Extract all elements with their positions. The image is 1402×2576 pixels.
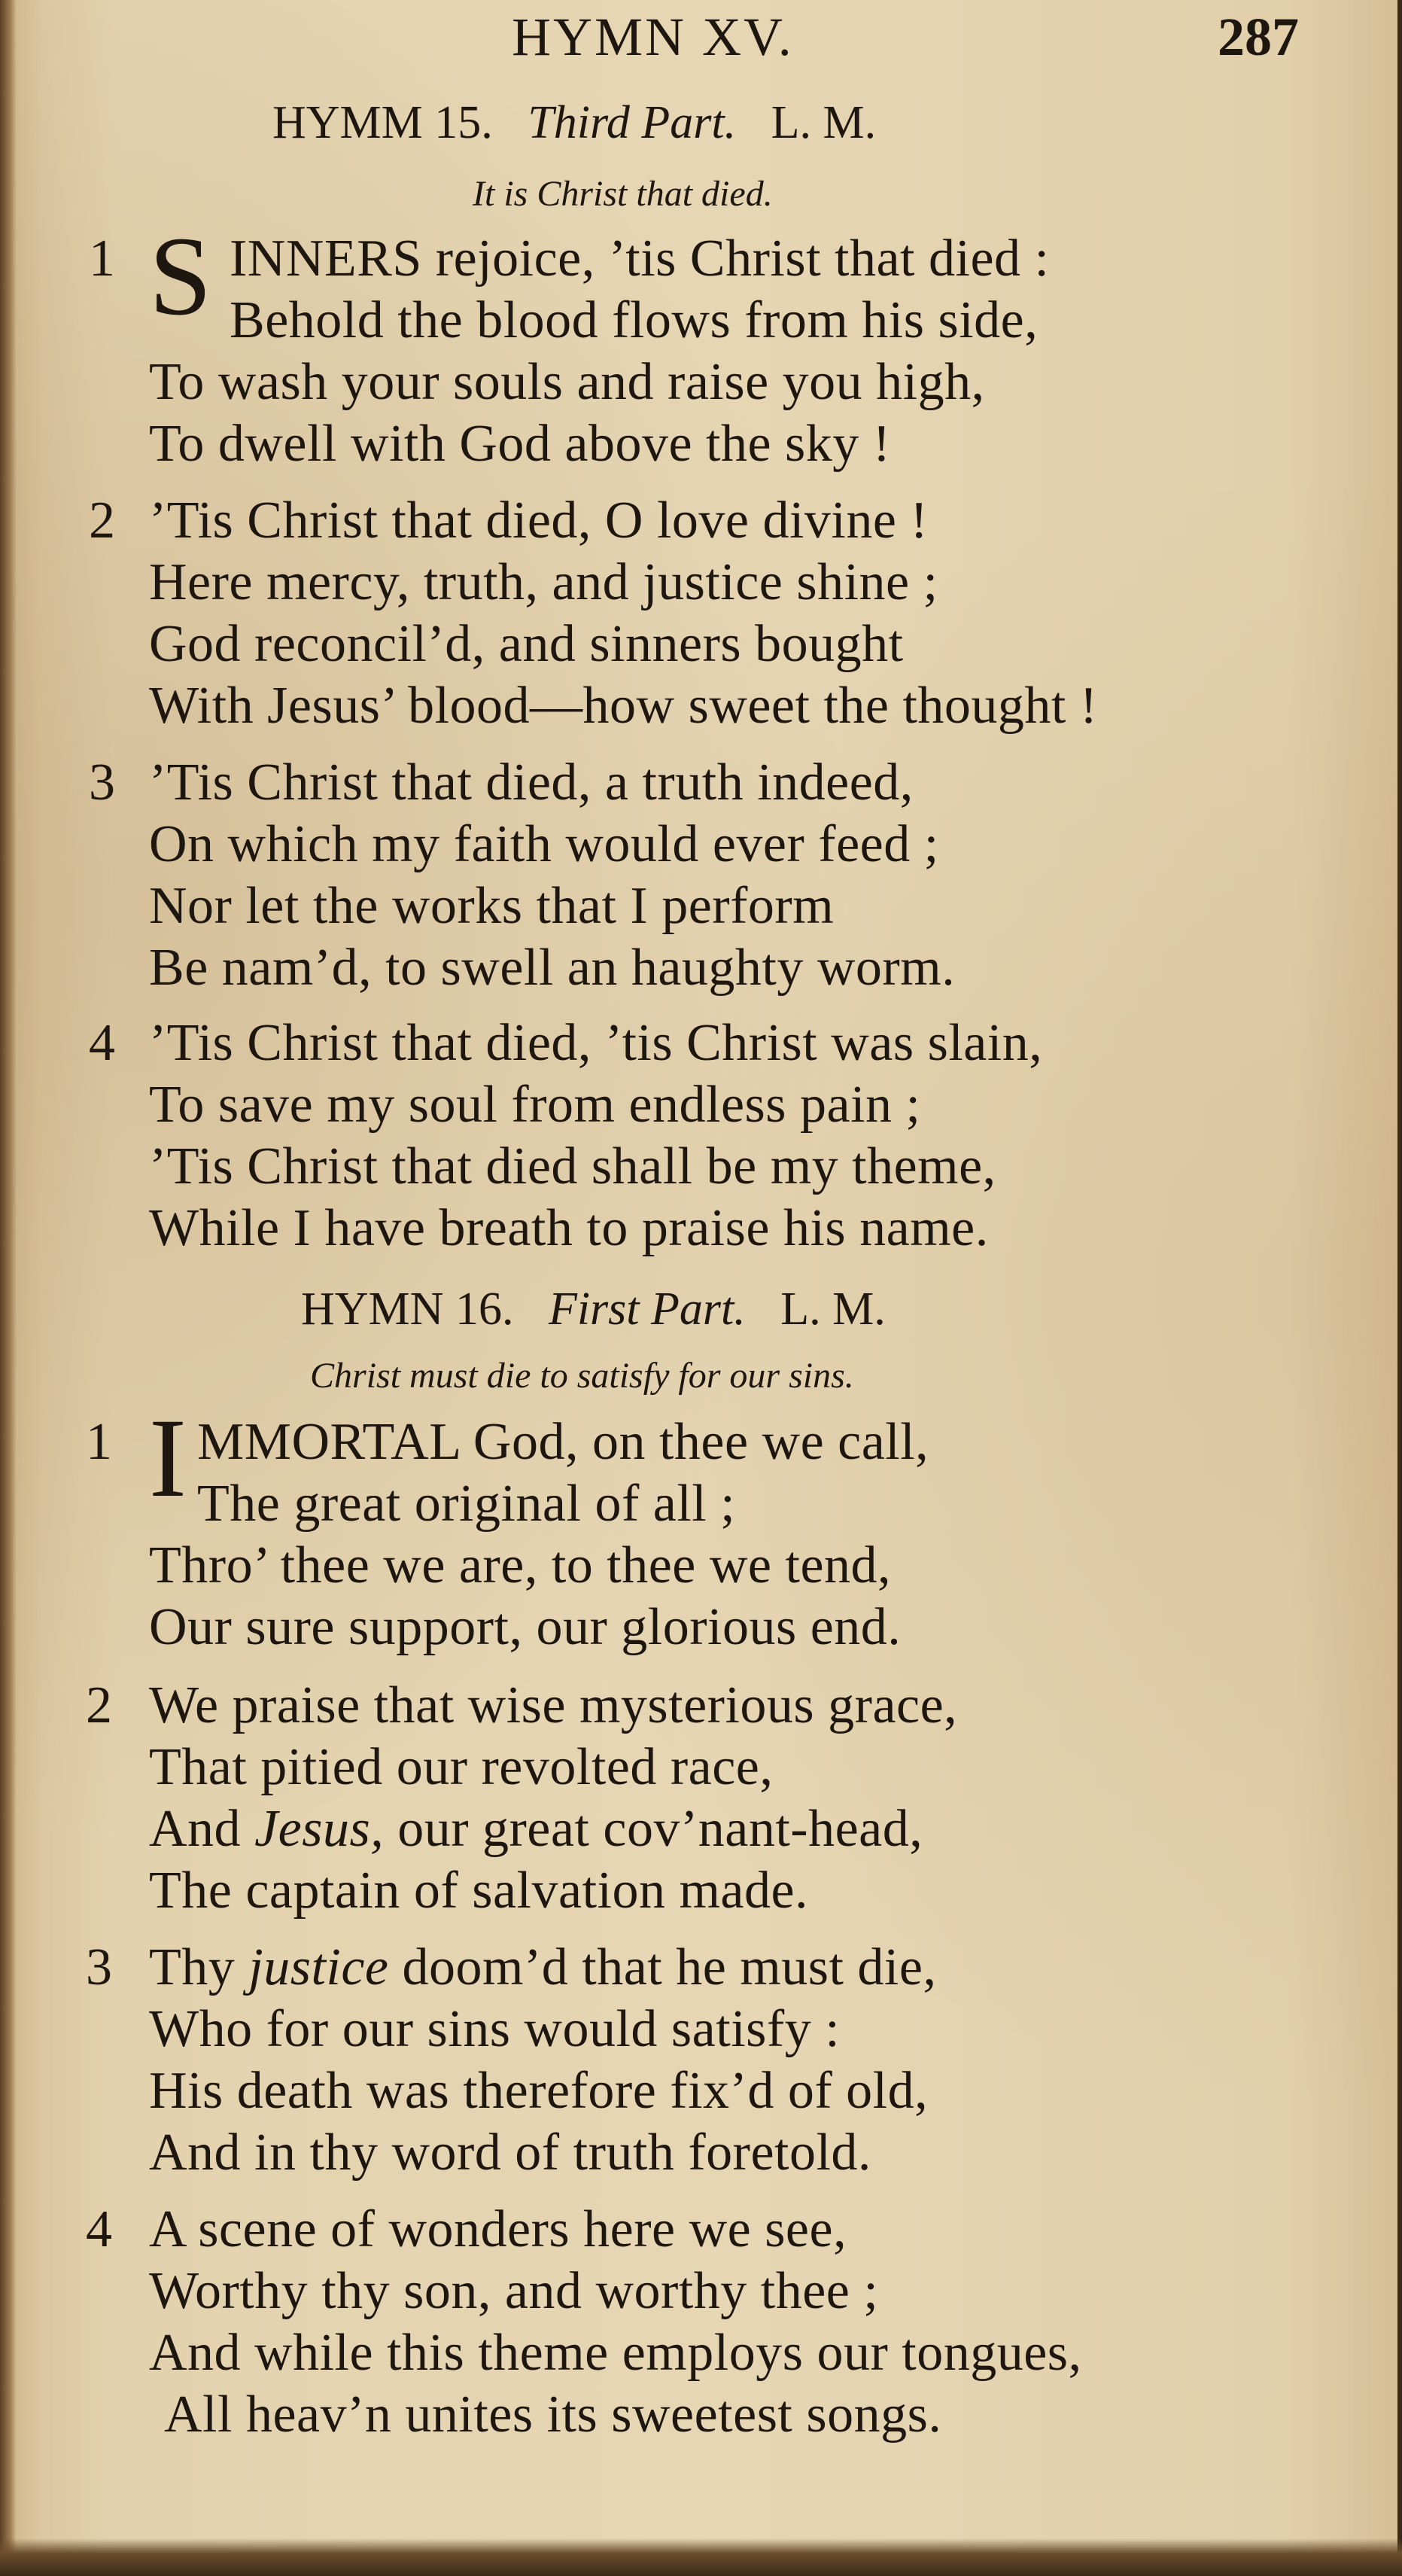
verse-line: Be nam’d, to swell an haughty worm.: [149, 939, 956, 997]
hymn-meter: L. M.: [780, 1283, 886, 1335]
verse-line: ’Tis Christ that died, ’tis Christ was slain,: [149, 1014, 1043, 1072]
italic-word: justice: [248, 1938, 389, 1996]
drop-cap: I: [149, 1396, 187, 1521]
verse-line: Thro’ thee we are, to thee we tend,: [149, 1536, 892, 1594]
verse-line: To dwell with God above the sky !: [149, 415, 891, 473]
verse-line: Here mercy, truth, and justice shine ;: [149, 553, 938, 611]
verse-line: To wash your souls and raise you high,: [149, 353, 985, 411]
drop-cap: S: [149, 214, 212, 339]
verse-line: And in thy word of truth foretold.: [149, 2124, 871, 2182]
hymn-number: HYMN 16.: [301, 1283, 514, 1335]
verse-line: His death was therefore fix’d of old,: [149, 2062, 929, 2120]
verse-line: ’Tis Christ that died, a truth indeed,: [149, 754, 914, 811]
line-text: our great cov’nant-head,: [384, 1800, 923, 1858]
page-binding-edge: [0, 0, 17, 2576]
verse-line: We praise that wise mysterious grace,: [149, 1676, 958, 1734]
hymn-number: HYMM 15.: [272, 97, 493, 148]
hymn-part: First Part.: [548, 1283, 746, 1335]
verse-line: Worthy thy son, and worthy thee ;: [149, 2262, 879, 2320]
verse-line: Who for our sins would satisfy :: [149, 2000, 841, 2058]
verse-line: And while this theme employs our tongues,: [149, 2324, 1082, 2382]
verse-number: 4: [89, 1014, 115, 1072]
verse-number: 2: [89, 492, 115, 550]
hymn-part: Third Part.: [528, 97, 737, 148]
verse-line: The great original of all ;: [197, 1475, 736, 1533]
line-text: doom’d that he must die,: [388, 1938, 937, 1996]
verse-line: MMORTAL God, on thee we call,: [197, 1413, 929, 1471]
hymn-meter: L. M.: [771, 97, 877, 148]
verse-line: To save my soul from endless pain ;: [149, 1076, 921, 1134]
verse-number: 3: [86, 1938, 112, 1996]
verse-number: 4: [86, 2200, 112, 2258]
page-bottom-edge: [0, 2538, 1402, 2576]
line-text: Thy: [149, 1938, 249, 1996]
verse-line: On which my faith would ever feed ;: [149, 815, 939, 873]
verse-line: [149, 1938, 936, 1998]
verse-line: [149, 1799, 923, 1859]
hymn-16-heading: [301, 1283, 886, 1336]
verse-line: With Jesus’ blood—how sweet the thought !: [149, 677, 1098, 735]
verse-line: A scene of wonders here we see,: [149, 2200, 847, 2258]
running-head: HYMN XV.: [512, 7, 794, 67]
hymn-15-heading: [272, 96, 876, 150]
verse-line: While I have breath to praise his name.: [149, 1199, 989, 1257]
verse-line: All heav’n unites its sweetest songs.: [164, 2386, 942, 2444]
line-text: And: [149, 1800, 255, 1858]
verse-number: 2: [86, 1676, 112, 1734]
verse-line: Our sure support, our glorious end.: [149, 1598, 902, 1656]
verse-line: That pitied our revolted race,: [149, 1738, 774, 1796]
verse-number: 1: [86, 1413, 112, 1471]
verse-number: 1: [89, 230, 115, 288]
hymn-16-subtitle: Christ must die to satisfy for our sins.: [310, 1356, 854, 1396]
hymn-15-subtitle: It is Christ that died.: [473, 174, 773, 214]
italic-word: Jesus,: [254, 1800, 385, 1858]
verse-line: Nor let the works that I perform: [149, 877, 835, 935]
verse-line: The captain of salvation made.: [149, 1862, 809, 1920]
verse-number: 3: [89, 754, 115, 811]
verse-line: ’Tis Christ that died shall be my theme,: [149, 1137, 996, 1195]
verse-line: God reconcil’d, and sinners bought: [149, 615, 904, 673]
verse-line: Behold the blood flows from his side,: [230, 291, 1039, 349]
verse-line: ’Tis Christ that died, O love divine !: [149, 492, 929, 550]
page-number: 287: [1218, 7, 1299, 67]
verse-line: INNERS rejoice, ’tis Christ that died :: [230, 230, 1050, 288]
page-right-edge: [1397, 0, 1402, 2576]
